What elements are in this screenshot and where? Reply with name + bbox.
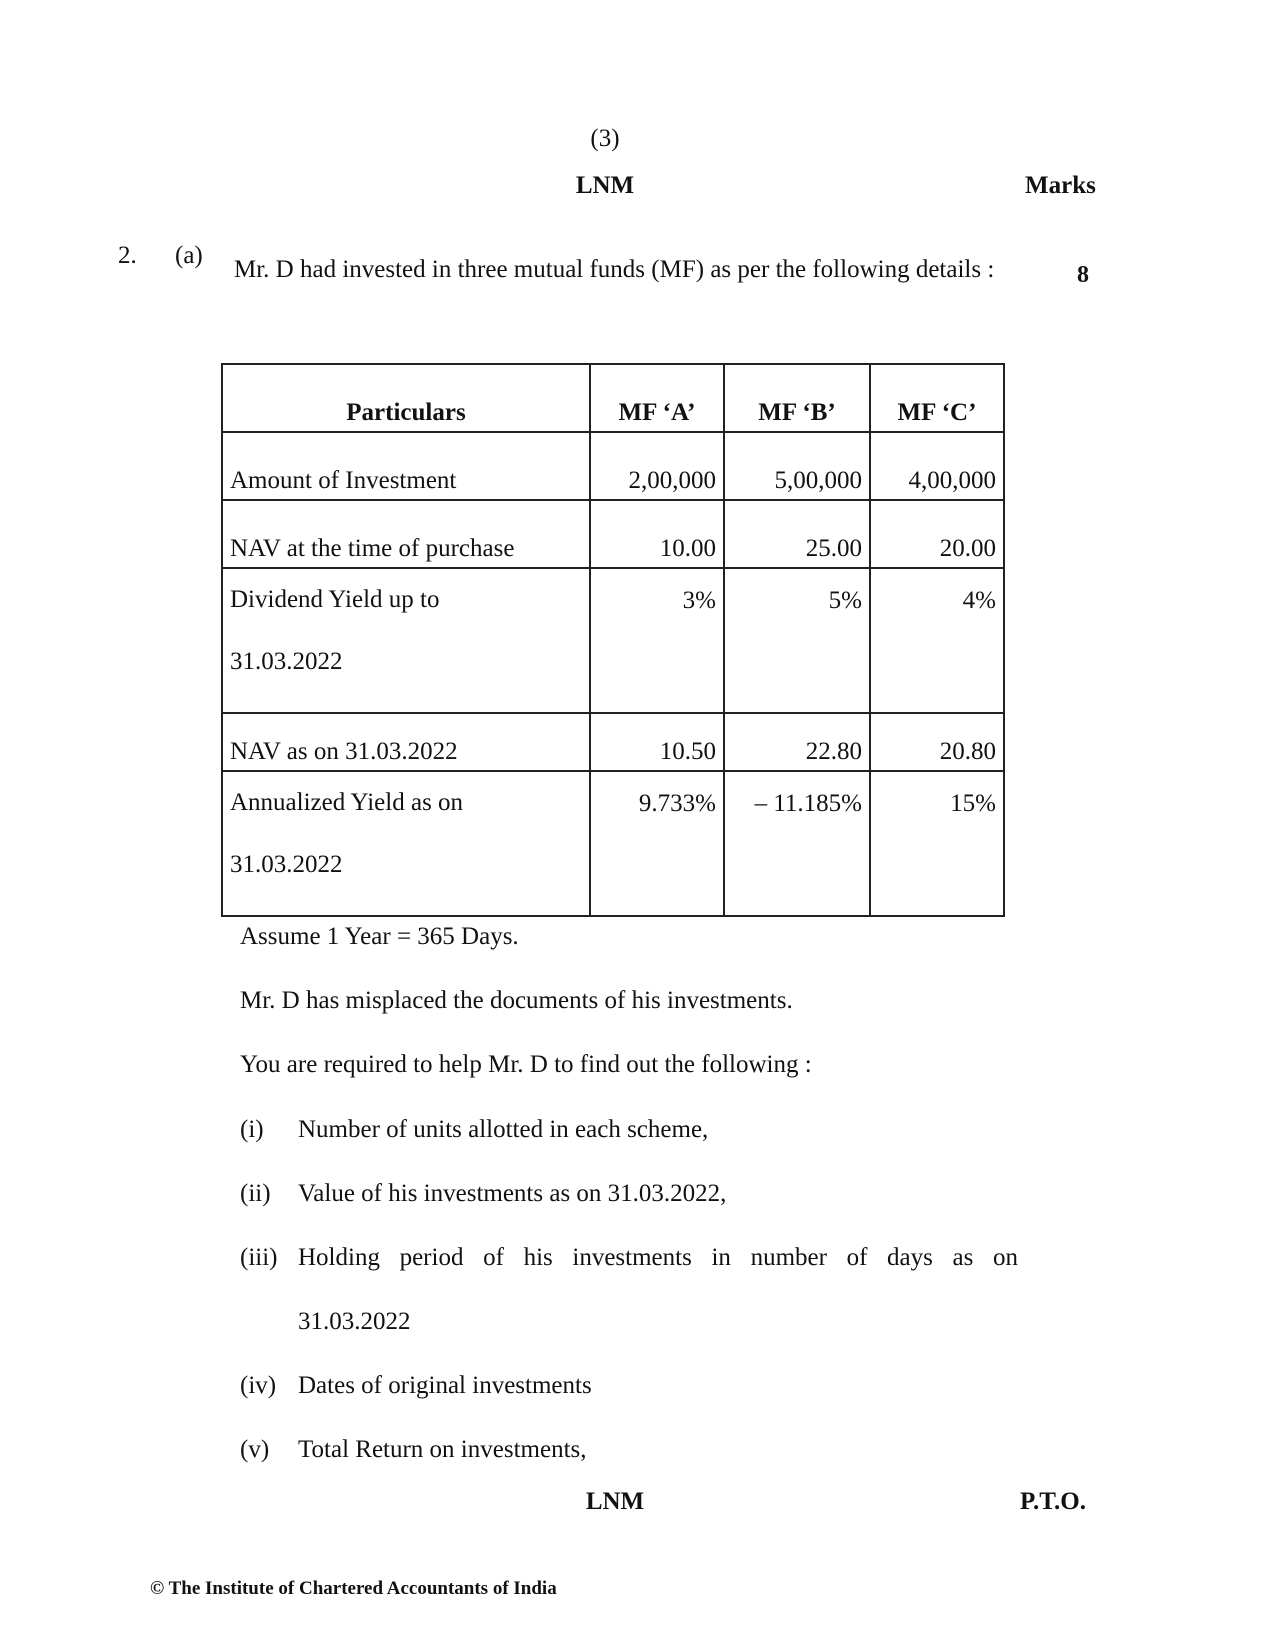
row-label-line1: Dividend Yield up to xyxy=(230,586,440,613)
pto-label: P.T.O. xyxy=(1020,1488,1086,1515)
item-label: (ii) xyxy=(240,1180,271,1207)
item-label: (v) xyxy=(240,1436,270,1463)
note-year-assumption: Assume 1 Year = 365 Days. xyxy=(240,923,519,950)
question-text: Mr. D had invested in three mutual funds (MF) as per the following details : xyxy=(234,256,995,283)
cell-mf-a: 9.733% xyxy=(590,771,724,916)
cell-mf-b: 22.80 xyxy=(724,713,870,771)
table-header-row xyxy=(222,364,1004,432)
note-required: You are required to help Mr. D to find out the following : xyxy=(240,1051,812,1078)
row-label: NAV at the time of purchase xyxy=(222,500,590,568)
cell-mf-b: – 11.185% xyxy=(724,771,870,916)
note-misplaced-documents: Mr. D has misplaced the documents of his investments. xyxy=(240,987,793,1014)
item-text: Total Return on investments, xyxy=(298,1436,587,1463)
item-text: Value of his investments as on 31.03.2022, xyxy=(298,1180,727,1207)
question-part: (a) xyxy=(175,242,203,269)
cell-mf-c: 20.00 xyxy=(870,500,1004,568)
cell-mf-b: 25.00 xyxy=(724,500,870,568)
item-text: Dates of original investments xyxy=(298,1372,592,1399)
cell-mf-a: 2,00,000 xyxy=(590,432,724,500)
copyright-notice: © The Institute of Chartered Accountants of India xyxy=(150,1578,557,1599)
header-mf-b: MF ‘B’ xyxy=(724,364,870,432)
table-row xyxy=(222,713,1004,771)
table-row xyxy=(222,432,1004,500)
row-label-line2: 31.03.2022 xyxy=(230,648,343,675)
mutual-fund-table xyxy=(221,363,1005,917)
paper-code-bottom: LNM xyxy=(585,1488,645,1515)
question-number: 2. xyxy=(118,242,137,269)
table-row xyxy=(222,500,1004,568)
paper-code-top: LNM xyxy=(575,172,635,199)
row-label-line1: Annualized Yield as on xyxy=(230,789,464,816)
cell-mf-b: 5% xyxy=(724,568,870,713)
header-mf-c: MF ‘C’ xyxy=(870,364,1004,432)
page-number: (3) xyxy=(590,125,620,152)
cell-mf-c: 4% xyxy=(870,568,1004,713)
item-text: Holding period of his investments in number of days as on xyxy=(298,1244,1018,1271)
cell-mf-a: 10.00 xyxy=(590,500,724,568)
item-text: Number of units allotted in each scheme, xyxy=(298,1116,709,1143)
cell-mf-c: 15% xyxy=(870,771,1004,916)
item-label: (iii) xyxy=(240,1244,278,1271)
row-label: NAV as on 31.03.2022 xyxy=(222,713,590,771)
row-label xyxy=(222,568,590,713)
cell-mf-a: 3% xyxy=(590,568,724,713)
item-text-continuation: 31.03.2022 xyxy=(298,1308,411,1335)
row-label xyxy=(222,771,590,916)
header-particulars: Particulars xyxy=(222,364,590,432)
table-row xyxy=(222,568,1004,713)
cell-mf-c: 20.80 xyxy=(870,713,1004,771)
question-marks: 8 xyxy=(1077,262,1089,288)
item-label: (i) xyxy=(240,1116,264,1143)
table-row xyxy=(222,771,1004,916)
row-label-line2: 31.03.2022 xyxy=(230,851,343,878)
marks-heading: Marks xyxy=(1025,172,1096,199)
cell-mf-c: 4,00,000 xyxy=(870,432,1004,500)
row-label: Amount of Investment xyxy=(222,432,590,500)
cell-mf-a: 10.50 xyxy=(590,713,724,771)
header-mf-a: MF ‘A’ xyxy=(590,364,724,432)
cell-mf-b: 5,00,000 xyxy=(724,432,870,500)
item-label: (iv) xyxy=(240,1372,277,1399)
